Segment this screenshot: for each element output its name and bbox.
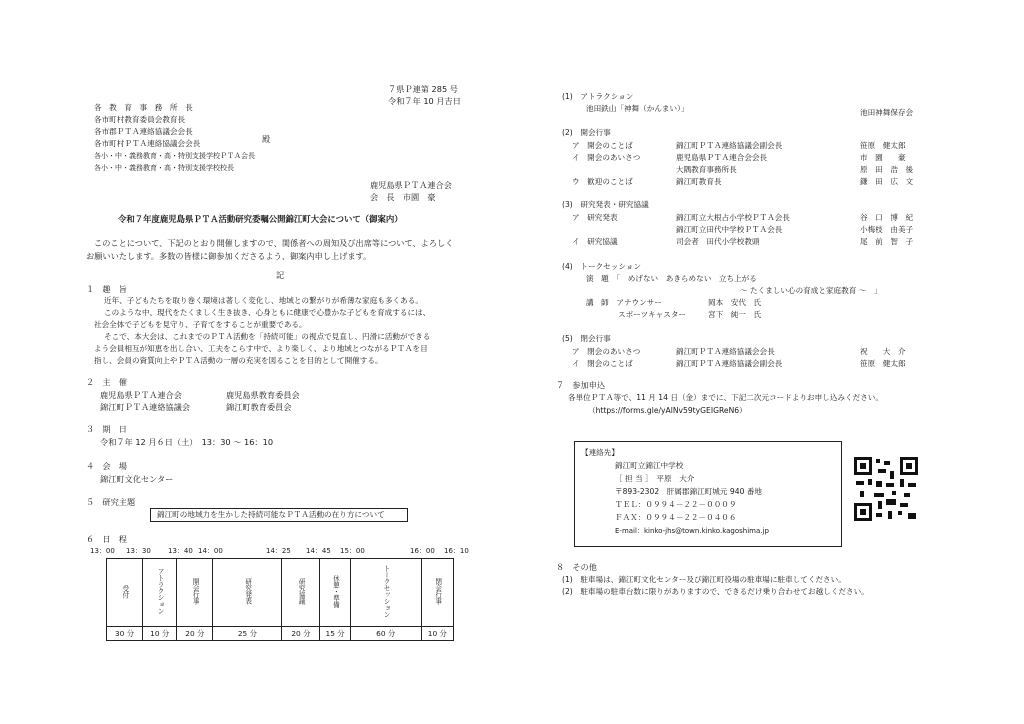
talk-session-theme: 演 題 「 めげない あきらめない 立ち上がる (586, 274, 757, 283)
research-row-1-role: 錦江町立大根占小学校ＰＴＡ会長 (676, 213, 790, 222)
attraction-heading: (1) アトラクション (562, 92, 634, 101)
schedule-cell-attraction: アトラクション (143, 559, 177, 627)
contact-school: 錦江町立錦江中学校 (615, 461, 684, 470)
research-row-2-name: 小梅枝 由美子 (860, 225, 914, 234)
duration-opening: 20 分 (177, 627, 213, 641)
duration-talk-session: 60 分 (350, 627, 421, 641)
schedule-cell-research-presentation: 研究発表 (213, 559, 282, 627)
intro-line-2: お願いいたします。多数の皆様に御参加くださるよう、御案内申し上げます。 (86, 251, 372, 261)
schedule-table (106, 558, 454, 641)
section-1-line-3: 社会全体で子どもを見守り、子育てをすることが重要である。 (94, 320, 307, 329)
research-row-3-role: 司会者 田代小学校教頭 (676, 237, 760, 246)
application-text: 各単位ＰＴＡ等で、11 月 14 日（金）までに、下記二次元コードよりお申し込みください。 (568, 393, 883, 402)
opening-row-4-role: 錦江町教育長 (676, 177, 722, 186)
recipient-4: 各市町村ＰＴＡ連絡協議会会長 (94, 139, 201, 148)
duration-reception: 30 分 (107, 627, 143, 641)
talk-session-speaker-2: 宮下 純一 氏 (708, 310, 762, 319)
section-1-line-2: このような中、現代をたくましく生き抜き、心身ともに健康で心豊かな子どもを育成するには、 (104, 308, 431, 317)
organizer-4: 錦江町教育委員会 (226, 402, 292, 412)
talk-session-speaker-label: 講 師 アナウンサー (586, 298, 662, 307)
research-row-3-label: イ 研究協議 (572, 237, 618, 246)
closing-row-2-name: 笹原 健太郎 (860, 359, 906, 368)
document-title: 令和７年度鹿児島県ＰＴＡ活動研究委嘱公開錦江町大会について（御案内） (118, 214, 403, 224)
section-1-heading: １ 趣 旨 (86, 284, 127, 294)
sender-name: 会 長 市園 豪 (370, 192, 436, 202)
opening-row-4-label: ウ 歓迎のことば (572, 177, 633, 186)
section-1-line-5: よう会員相互が知恵を出し合い、工夫をこらす中で、より楽しく、より地域とつながるＰＴＡを目 (94, 344, 428, 353)
time-1600: 16：00 (410, 547, 435, 555)
recipient-2: 各市町村教育委員会教育長 (94, 115, 186, 124)
time-1425: 14：25 (266, 547, 291, 555)
section-6-heading: ６ 日 程 (86, 534, 127, 544)
application-url[interactable]: （https://forms.gle/yAlNv59tyGEIGReN6） (588, 406, 747, 415)
talk-session-speaker-1: 岡本 安代 氏 (708, 298, 762, 307)
recipient-1: 各 教 育 事 務 所 長 (94, 103, 193, 112)
organizer-2: 鹿児島県教育委員会 (226, 390, 300, 400)
talk-session-speaker-2-role: スポーツキャスター (618, 310, 687, 319)
other-note-2: (2) 駐車場の駐車台数に限りがありますので、できるだけ乗り合わせてお越しください。 (562, 587, 869, 596)
contact-tel: ＴＥＬ：０９９４－２２－０００９ (615, 500, 737, 509)
closing-row-1-name: 祝 大 介 (860, 347, 906, 356)
time-1340: 13：40 (168, 547, 193, 555)
organizer-1: 鹿児島県ＰＴＡ連合会 (100, 390, 182, 400)
duration-break: 15 分 (320, 627, 350, 641)
attraction-item: 池田鉄山「神舞（かんまい）」 (586, 104, 689, 113)
research-heading: (3) 研究発表・研究協議 (562, 200, 649, 209)
closing-row-1-label: ア 閉会のあいさつ (572, 347, 641, 356)
research-row-1-label: ア 研究発表 (572, 213, 618, 222)
attraction-organization: 池田神舞保存会 (860, 108, 914, 117)
schedule-cell-opening: 開会行事 (177, 559, 213, 627)
duration-research-discussion: 20 分 (282, 627, 320, 641)
organizer-3: 錦江町ＰＴＡ連絡協議会 (100, 402, 191, 412)
section-3-heading: ３ 期 日 (86, 424, 127, 434)
time-1330: 13：30 (126, 547, 151, 555)
contact-person: ［ 担 当 ］ 平原 大介 (615, 474, 695, 483)
sender-organization: 鹿児島県ＰＴＡ連合会 (370, 180, 452, 190)
closing-row-2-label: イ 閉会のことば (572, 359, 633, 368)
section-8-heading: ８ その他 (556, 562, 597, 572)
time-1400: 14：00 (198, 547, 223, 555)
section-7-heading: ７ 参加申込 (556, 380, 606, 390)
qr-code[interactable] (854, 457, 918, 521)
schedule-cell-research-discussion: 研究協議 (282, 559, 320, 627)
schedule-cell-closing: 閉会行事 (421, 559, 453, 627)
contact-address: 〒893-2302 肝属郡錦江町城元 940 番地 (615, 487, 763, 496)
section-1-line-4: そこで、本大会は、これまでのＰＴＡ活動を「持続可能」の視点で見直し、円滑に活動ができる (104, 332, 431, 341)
closing-row-1-role: 錦江町ＰＴＡ連絡協議会会長 (676, 347, 775, 356)
time-1500: 15：00 (340, 547, 365, 555)
opening-row-1-name: 笹原 健太郎 (860, 141, 906, 150)
ki-heading: 記 (276, 270, 285, 280)
opening-row-2-name: 市 園 豪 (860, 153, 906, 162)
other-note-1: (1) 駐車場は、錦江町文化センター及び錦江町役場の駐車場に駐車してください。 (562, 575, 846, 584)
contact-box (574, 441, 842, 547)
recipient-3: 各市郡ＰＴＡ連絡協議会会長 (94, 127, 193, 136)
document-number: ７県Ｐ連第 285 号 (388, 84, 458, 94)
opening-row-2-role: 鹿児島県ＰＴＡ連合会会長 (676, 153, 768, 162)
talk-session-subtitle: ～ たくましい心の育成と家庭教育 ～ 」 (740, 286, 882, 295)
research-theme-box (150, 508, 408, 522)
schedule-cell-talk-session: トークセッション (350, 559, 421, 627)
research-row-1-name: 谷 口 博 紀 (860, 213, 914, 222)
honorific-dono: 殿 (262, 134, 271, 144)
research-theme: 錦江町の地域力を生かした持続可能なＰＴＡ活動の在り方について (157, 510, 385, 519)
schedule-cell-reception: 受付 (107, 559, 143, 627)
section-5-heading: ５ 研究主題 (86, 497, 136, 507)
section-4-heading: ４ 会 場 (86, 461, 127, 471)
opening-row-3-role: 大隅教育事務所長 (676, 165, 737, 174)
event-venue: 錦江町文化センター (100, 474, 174, 484)
opening-heading: (2) 開会行事 (562, 128, 611, 137)
recipient-6: 各小・中・義務教育・高・特別支援学校校長 (94, 164, 234, 172)
opening-row-2-label: イ 開会のあいさつ (572, 153, 641, 162)
contact-email[interactable]: E-mail：kinko-jhs@town.kinko.kagoshima.jp (615, 527, 769, 535)
duration-attraction: 10 分 (143, 627, 177, 641)
section-1-line-1: 近年、子どもたちを取り巻く環境は著しく変化し、地域との繋がりが希薄な家庭も多くある。 (104, 296, 423, 305)
recipient-5: 各小・中・義務教育・高・特別支援学校ＰＴＡ会長 (94, 152, 255, 160)
contact-fax: ＦＡＸ：０９９４－２２－０４０６ (615, 513, 737, 522)
research-row-3-name: 尾 前 智 子 (860, 237, 914, 246)
section-2-heading: ２ 主 催 (86, 377, 127, 387)
contact-title: 【連絡先】 (581, 448, 619, 457)
opening-row-1-label: ア 開会のことば (572, 141, 633, 150)
schedule-cell-break: 休憩・準備 (320, 559, 350, 627)
duration-research-presentation: 25 分 (213, 627, 282, 641)
time-1610: 16：10 (444, 547, 469, 555)
talk-session-heading: (4) トークセッション (562, 262, 641, 271)
time-1300: 13：00 (90, 547, 115, 555)
closing-row-2-role: 錦江町ＰＴＡ連絡協議会副会長 (676, 359, 783, 368)
time-1445: 14：45 (306, 547, 331, 555)
event-date: 令和７年 12 月６日（土） 13：30 ～ 16：10 (100, 437, 274, 447)
closing-heading: (5) 閉会行事 (562, 334, 611, 343)
opening-row-3-name: 原 田 浩 後 (860, 165, 914, 174)
intro-line-1: このことについて、下記のとおり開催しますので、関係者への周知及び出席等について、よろしく (94, 238, 454, 248)
research-row-2-role: 錦江町立田代中学校ＰＴＡ会長 (676, 225, 783, 234)
section-1-line-6: 指し、会員の資質向上やＰＴＡ活動の一層の充実を図ることを目的として開催する。 (94, 356, 383, 365)
duration-closing: 10 分 (421, 627, 453, 641)
opening-row-1-role: 錦江町ＰＴＡ連絡協議会副会長 (676, 141, 783, 150)
opening-row-4-name: 鎌 田 広 文 (860, 177, 914, 186)
document-date: 令和７年 10 月吉日 (388, 96, 461, 106)
